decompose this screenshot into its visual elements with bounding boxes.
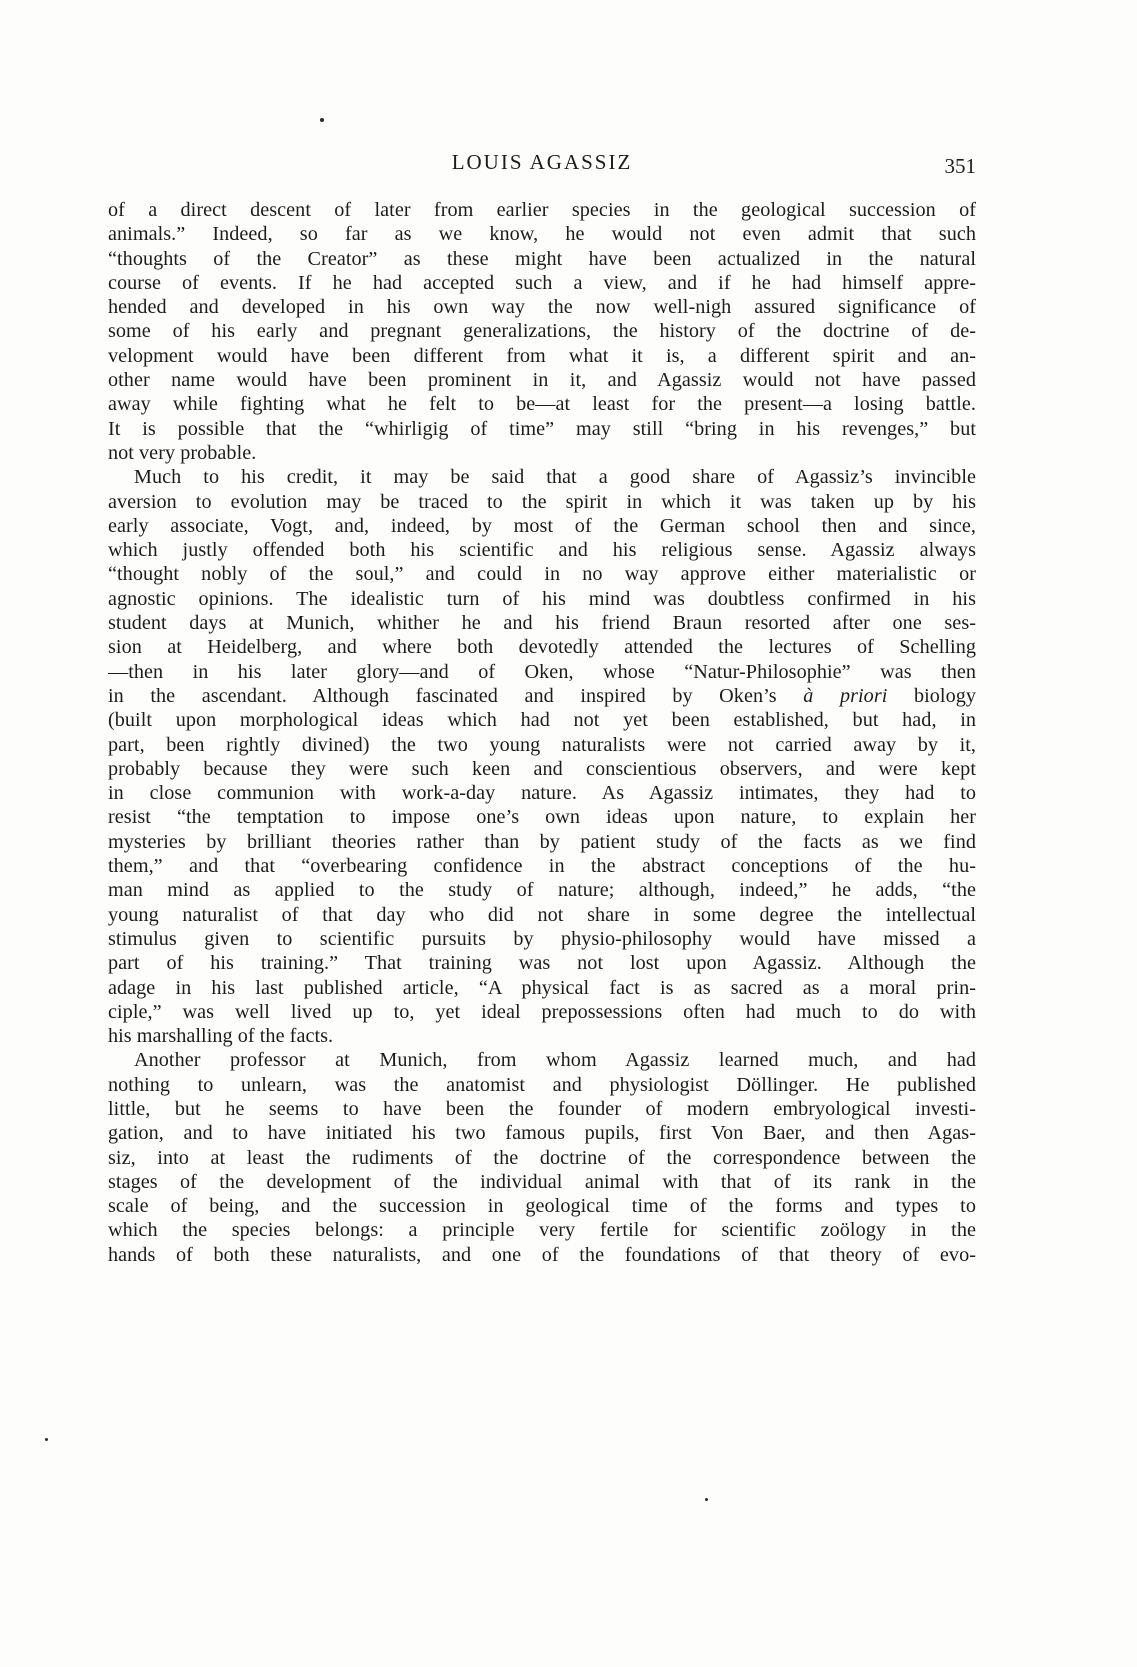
text-line: scale of being, and the succession in geological time of the forms and types to xyxy=(108,1195,976,1218)
text-line: Another professor at Munich, from whom Agassiz learned much, and had xyxy=(134,1049,976,1072)
text-line: little, but he seems to have been the founder of modern embryological investi- xyxy=(108,1097,976,1120)
text-line: some of his early and pregnant generalizations, the history of the doctrine of de- xyxy=(108,320,976,343)
text-line: part, been rightly divined) the two young naturalists were not carried away by it, xyxy=(108,733,976,756)
italic-phrase: à priori xyxy=(803,684,888,707)
page-header xyxy=(108,150,976,180)
text-line: stages of the development of the individual animal with that of its rank in the xyxy=(108,1170,976,1193)
text-line: “thoughts of the Creator” as these might have been actualized in the natural xyxy=(108,247,976,270)
ink-speck xyxy=(705,1498,708,1501)
text-line: siz, into at least the rudiments of the doctrine of the correspondence between the xyxy=(108,1146,976,1169)
text-line: young naturalist of that day who did not share in some degree the intellectual xyxy=(108,903,976,926)
text-line: course of events. If he had accepted such a view, and if he had himself appre- xyxy=(108,271,976,294)
text-line: adage in his last published article, “A physical fact is as sacred as a moral prin- xyxy=(108,976,976,999)
text-line: away while fighting what he felt to be—at least for the present—a losing battle. xyxy=(108,393,976,416)
text-line: hended and developed in his own way the now well-nigh assured significance of xyxy=(108,296,976,319)
text-line: hands of both these naturalists, and one of the foundations of that theory of evo- xyxy=(108,1243,976,1266)
paragraph xyxy=(108,465,976,1048)
text-line: student days at Munich, whither he and his friend Braun resorted after one ses- xyxy=(108,612,976,635)
text-line: It is possible that the “whirligig of time” may still “bring in his revenges,” but xyxy=(108,417,976,440)
text-line: aversion to evolution may be traced to the spirit in which it was taken up by his xyxy=(108,490,976,513)
text-line: agnostic opinions. The idealistic turn of his mind was doubtless confirmed in his xyxy=(108,587,976,610)
text-line: not very probable. xyxy=(108,441,257,464)
text-line: resist “the temptation to impose one’s own ideas upon nature, to explain her xyxy=(108,806,976,829)
text-line: (built upon morphological ideas which had not yet been established, but had, in xyxy=(108,709,976,732)
page-number: 351 xyxy=(944,154,976,178)
text-line: of a direct descent of later from earlier species in the geological succession of xyxy=(108,199,976,221)
text-line: nothing to unlearn, was the anatomist and physiologist Döllinger. He published xyxy=(108,1073,976,1096)
text-line: ciple,” was well lived up to, yet ideal prepossessions often had much to do with xyxy=(108,1000,976,1023)
text-line: which justly offended both his scientific and his religious sense. Agassiz always xyxy=(108,539,976,562)
text-line: early associate, Vogt, and, indeed, by most of the German school then and since, xyxy=(108,514,976,537)
body-text xyxy=(108,198,976,1267)
text-line: his marshalling of the facts. xyxy=(108,1025,334,1048)
paragraph xyxy=(108,1048,976,1267)
text-line: part of his training.” That training was not lost upon Agassiz. Although the xyxy=(108,952,976,975)
paragraph xyxy=(108,198,976,465)
text-line: which the species belongs: a principle very fertile for scientific zoölogy in the xyxy=(108,1219,976,1242)
text-line: in the ascendant. Although fascinated and inspired by Oken’s à priori biology xyxy=(108,684,976,707)
text-line: stimulus given to scientific pursuits by physio-philosophy would have missed a xyxy=(108,927,976,950)
text-line: animals.” Indeed, so far as we know, he would not even admit that such xyxy=(108,223,976,246)
text-line: mysteries by brilliant theories rather than by patient study of the facts as we find xyxy=(108,830,976,853)
text-line: in close communion with work-a-day nature. As Agassiz intimates, they had to xyxy=(108,782,976,805)
text-line: probably because they were such keen and conscientious observers, and were kept xyxy=(108,757,976,780)
ink-speck xyxy=(320,118,324,122)
text-line: other name would have been prominent in it, and Agassiz would not have passed xyxy=(108,369,976,392)
running-head: LOUIS AGASSIZ xyxy=(451,150,633,174)
text-line: them,” and that “overbearing confidence in the abstract conceptions of the hu- xyxy=(108,855,976,878)
text-line: “thought nobly of the soul,” and could in no way approve either materialistic or xyxy=(108,563,976,586)
text-line: velopment would have been different from what it is, a different spirit and an- xyxy=(108,344,976,367)
text-line: sion at Heidelberg, and where both devotedly attended the lectures of Schelling xyxy=(108,636,976,659)
text-line: —then in his later glory—and of Oken, whose “Natur-Philosophie” was then xyxy=(108,660,976,683)
ink-speck xyxy=(45,1438,48,1441)
text-line: gation, and to have initiated his two famous pupils, first Von Baer, and then Agas- xyxy=(108,1122,976,1145)
text-line: man mind as applied to the study of nature; although, indeed,” he adds, “the xyxy=(108,879,976,902)
text-line: Much to his credit, it may be said that a good share of Agassiz’s invincible xyxy=(134,466,976,489)
